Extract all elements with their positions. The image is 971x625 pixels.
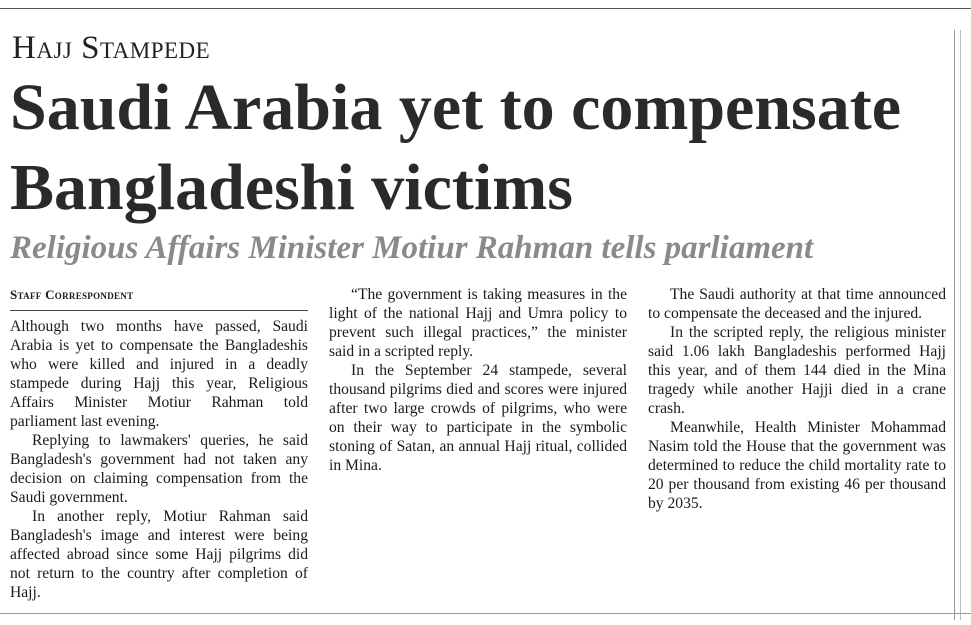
byline: Staff Correspondent	[10, 285, 308, 311]
article-column-2	[329, 285, 627, 475]
article-column-1	[10, 285, 308, 602]
paragraph: “The government is taking measures in the light of the national Hajj and Umra policy to prevent such illegal practices,” the minister said in a scripted reply.	[329, 286, 627, 360]
column-divider	[954, 30, 955, 620]
article-column-3	[648, 285, 946, 513]
paragraph: In another reply, Motiur Rahman said Bangladesh's image and interest were being affected abroad since some Hajj pilgrims did not return to the country after completion of Hajj.	[10, 508, 308, 601]
headline: Saudi Arabia yet to compensate Bangladeshi victims	[10, 71, 901, 224]
column-divider-secondary	[960, 30, 961, 620]
paragraph: Replying to lawmakers' queries, he said Bangladesh's government had not taken any decision on claiming compensation from the Saudi government.	[10, 432, 308, 506]
kicker: Hajj Stampede	[12, 30, 211, 66]
bottom-rule	[0, 613, 971, 614]
paragraph: The Saudi authority at that time announced to compensate the deceased and the injured.	[648, 286, 946, 322]
paragraph: In the September 24 stampede, several thousand pilgrims died and scores were injured after two large crowds of pilgrims, who were on their way to participate in the symbolic stoning of Satan, an annual Hajj ritual, collided in Mina.	[329, 362, 627, 474]
paragraph: Meanwhile, Health Minister Mohammad Nasim told the House that the government was determined to reduce the child mortality rate to 20 per thousand from existing 46 per thousand by 2035.	[648, 419, 946, 512]
paragraph: In the scripted reply, the religious minister said 1.06 lakh Bangladeshis performed Hajj this year, and of them 144 died in the Mina tragedy while another Hajji died in a crane crash.	[648, 324, 946, 417]
top-rule	[0, 8, 971, 9]
deck-subheadline: Religious Affairs Minister Motiur Rahman tells parliament	[10, 230, 814, 266]
paragraph: Although two months have passed, Saudi Arabia is yet to compensate the Bangladeshis who were killed and injured in a deadly stampede during Hajj this year, Religious Affairs Minister Motiur Rahman told parliament last evening.	[10, 318, 308, 430]
